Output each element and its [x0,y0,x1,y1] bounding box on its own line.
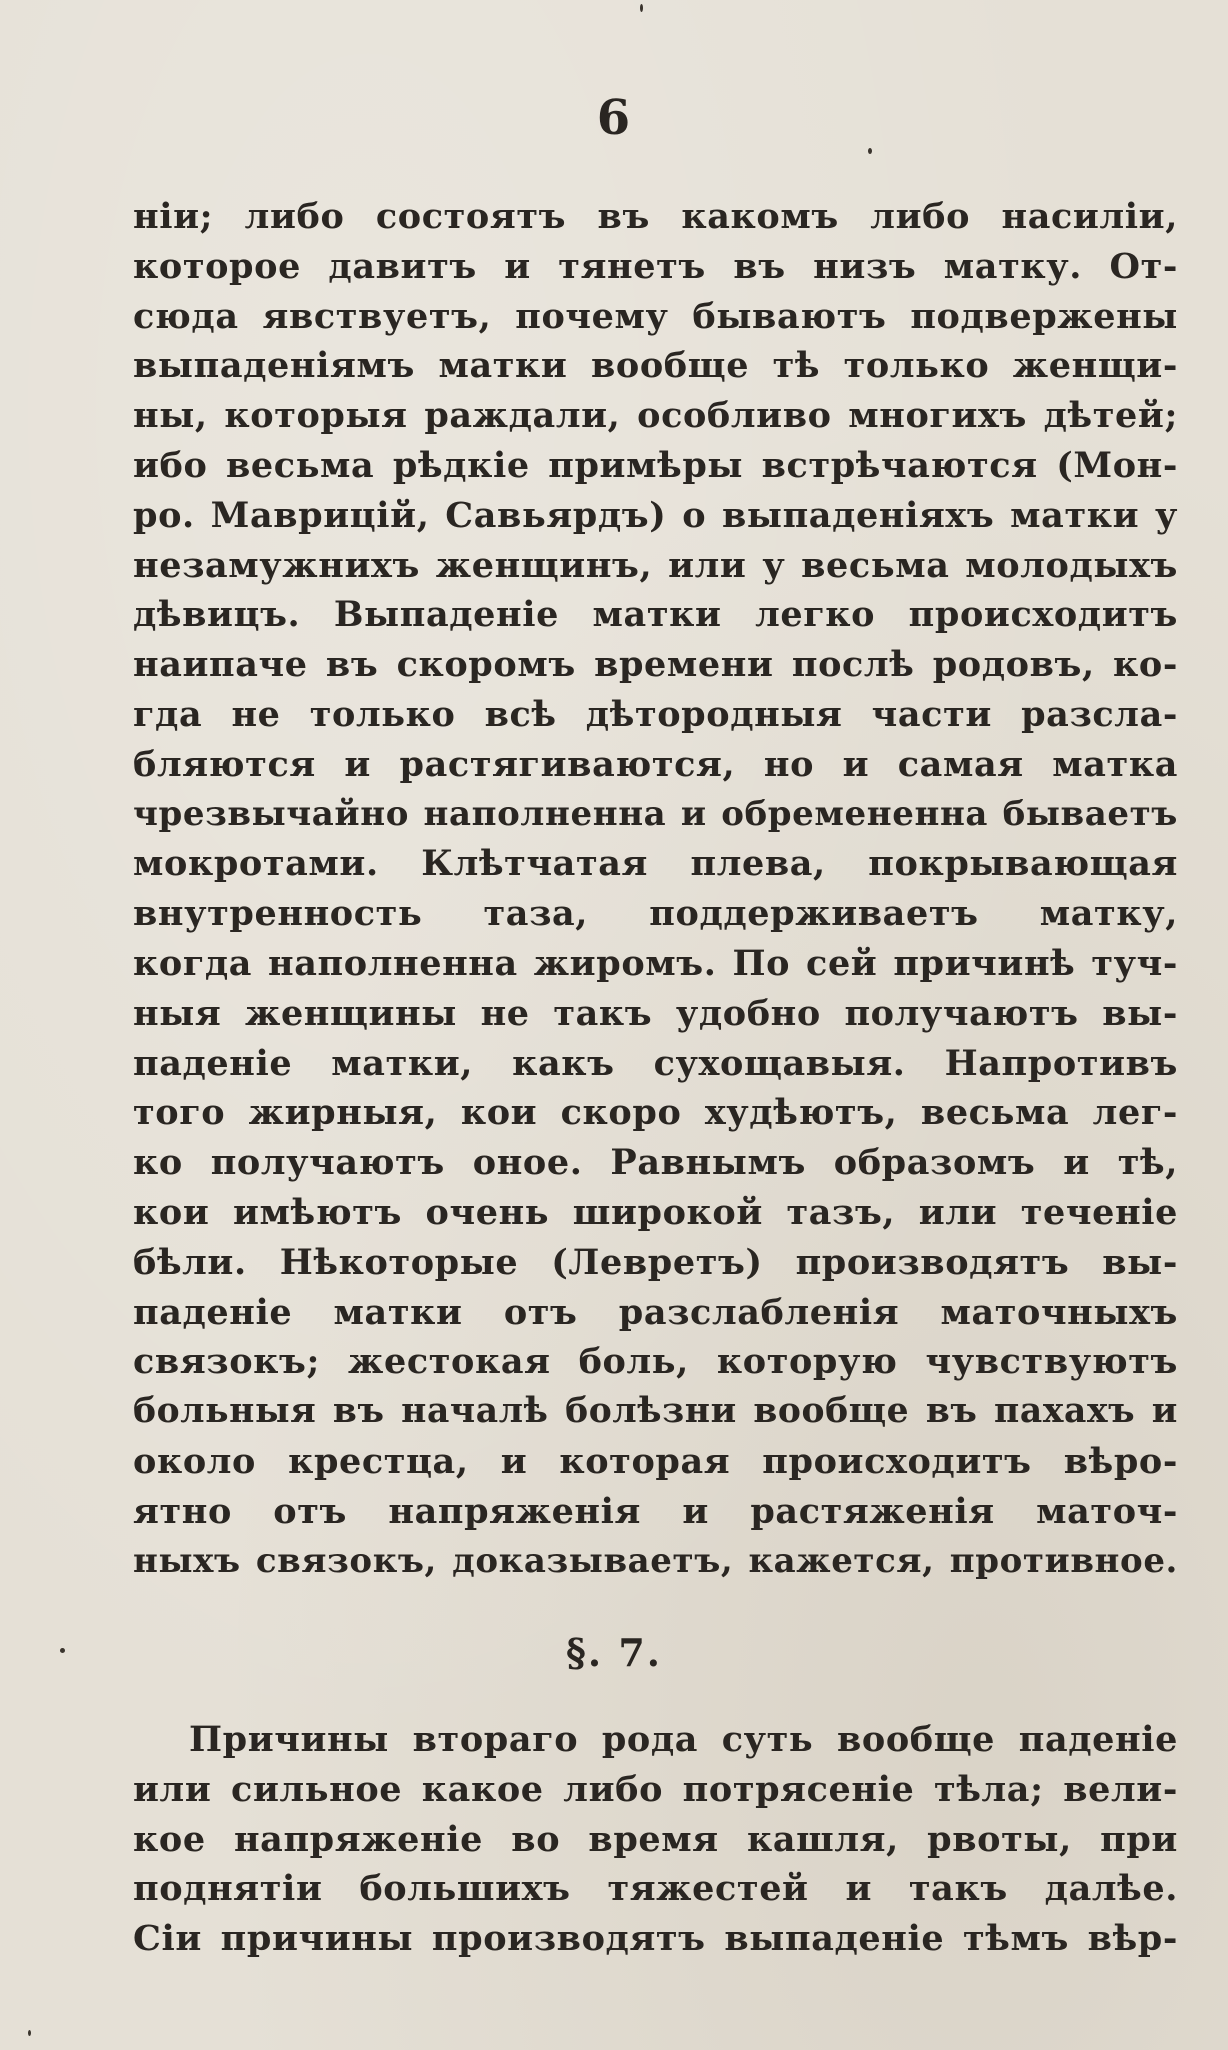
text-line: Причины втораго рода суть вообще паденiе [189,1719,1178,1760]
text-line: внутренность таза, поддерживаетъ матку, [133,893,1178,935]
text-line: паденiе матки отъ разслабленiя маточныхъ [133,1291,1178,1333]
paragraph-2 [133,1715,1178,1964]
text-line: наипаче въ скоромъ времени послѣ родовъ, ко- [133,644,1178,686]
text-line: ко получаютъ оное. Равнымъ образомъ и тѣ, [133,1142,1178,1184]
text-line: бляются и растягиваются, но и самая матка [133,743,1178,785]
text-line: ибо весьма рѣдкiе примѣры встрѣчаются (Мон- [133,444,1178,486]
text-line: сюда явствуетъ, почему бываютъ подвержены [133,295,1178,337]
text-line: ро. Маврицiй, Савьярдъ) о выпаденiяхъ матки у [133,494,1178,536]
text-line: когда наполненна жиромъ. По сей причинѣ туч- [133,942,1178,984]
text-line: больныя въ началѣ болѣзни вообще въ пахахъ и [133,1391,1178,1432]
text-line: ны, которыя раждали, особливо многихъ дѣтей; [133,395,1178,437]
text-line: мокротами. Клѣтчатая плева, покрывающая [133,843,1178,885]
print-speck [868,148,872,154]
text-line: ныя женщины не такъ удобно получаютъ вы- [133,992,1178,1034]
text-line: того жирныя, кои скоро худѣютъ, весьма лег- [133,1092,1178,1134]
text-line: ныхъ связокъ, доказываетъ, кажется, противное. [133,1540,1178,1581]
text-line: кои имѣютъ очень широкой тазъ, или теченiе [133,1191,1178,1233]
text-line: Сiи причины производятъ выпаденiе тѣмъ вѣр- [133,1918,1178,1960]
print-speck [28,2030,31,2036]
text-line: которое давитъ и тянетъ въ низъ матку. От- [133,245,1178,287]
text-line: выпаденiямъ матки вообще тѣ только женщи- [133,345,1178,387]
page-number: 6 [596,90,632,146]
print-speck [640,4,643,12]
text-line: бѣли. Нѣкоторые (Левретъ) производятъ вы- [133,1241,1178,1283]
print-speck [60,1648,65,1653]
text-line: кое напряженiе во время кашля, рвоты, при [133,1818,1178,1860]
section-heading: §. 7. [565,1630,662,1675]
text-line: поднятiи большихъ тяжестей и такъ далѣе. [133,1868,1178,1910]
text-line: ятно отъ напряженiя и растяженiя маточ- [133,1490,1178,1532]
text-line: около крестца, и которая происходитъ вѣро- [133,1440,1178,1482]
text-line: дѣвицъ. Выпаденiе матки легко происходитъ [133,594,1178,636]
text-line: гда не только всѣ дѣтородныя части разсла- [133,693,1178,735]
text-line: нiи; либо состоятъ въ какомъ либо насилiи, [133,196,1178,237]
paragraph-1 [133,192,1178,1586]
text-line: или сильное какое либо потрясенiе тѣла; вели- [133,1768,1178,1810]
text-line: связокъ; жестокая боль, которую чувствуютъ [133,1341,1178,1383]
text-line: незамужнихъ женщинъ, или у весьма молодыхъ [133,544,1178,586]
text-line: паденiе матки, какъ сухощавыя. Напротивъ [133,1042,1178,1084]
text-line: чрезвычайно наполненна и обремененна бываетъ [133,793,1178,834]
